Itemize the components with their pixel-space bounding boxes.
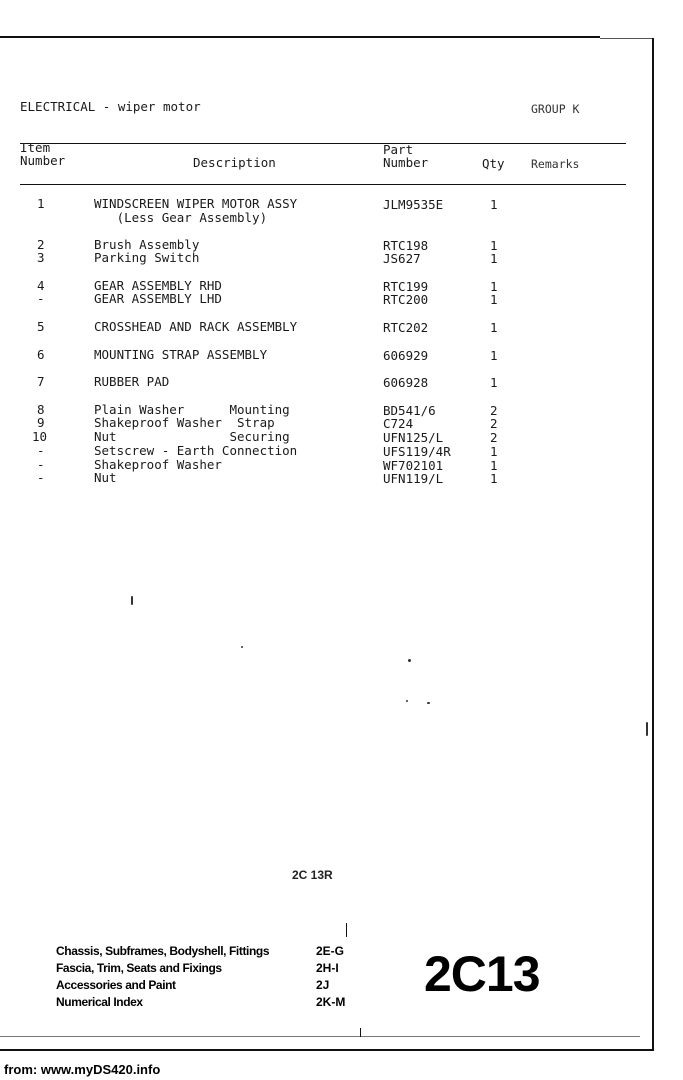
footer-index-label: Fascia, Trim, Seats and Fixings xyxy=(56,961,222,975)
quantity: 1 xyxy=(490,238,498,253)
fiche-frame-tick xyxy=(360,1028,361,1037)
item-number: - xyxy=(37,470,45,485)
item-number: 2 xyxy=(37,237,45,252)
quantity: 1 xyxy=(490,458,498,473)
group-label: GROUP K xyxy=(531,102,580,116)
quantity: 1 xyxy=(490,292,498,307)
part-number: C724 xyxy=(383,416,414,431)
quantity: 1 xyxy=(490,279,498,294)
quantity: 1 xyxy=(490,197,498,212)
part-number: RTC200 xyxy=(383,292,429,307)
item-number: 3 xyxy=(37,250,45,265)
footer-index-code: 2H-I xyxy=(316,961,339,975)
quantity: 1 xyxy=(490,375,498,390)
part-number: WF702101 xyxy=(383,458,444,473)
page-label: 2C 13R xyxy=(292,868,333,882)
scan-speck xyxy=(406,700,408,702)
description: GEAR ASSEMBLY RHD xyxy=(94,278,222,293)
scan-speck xyxy=(427,702,430,704)
item-number: 7 xyxy=(37,374,45,389)
quantity: 1 xyxy=(490,251,498,266)
right-border xyxy=(652,38,654,1050)
description: Brush Assembly xyxy=(94,237,200,252)
col-remarks: Remarks xyxy=(531,157,580,171)
item-number: - xyxy=(37,457,45,472)
description: (Less Gear Assembly) xyxy=(94,210,268,225)
scan-speck xyxy=(408,659,411,662)
part-number: JS627 xyxy=(383,251,421,266)
section-title: ELECTRICAL - wiper motor xyxy=(20,99,201,114)
item-number: 1 xyxy=(37,196,45,211)
quantity: 1 xyxy=(490,471,498,486)
quantity: 1 xyxy=(490,348,498,363)
description: Setscrew - Earth Connection xyxy=(94,443,298,458)
fiche-code: 2C13 xyxy=(424,946,540,1002)
table-header-top-rule xyxy=(20,143,626,144)
part-number: RTC202 xyxy=(383,320,429,335)
description: Shakeproof Washer Strap xyxy=(94,415,275,430)
description: MOUNTING STRAP ASSEMBLY xyxy=(94,347,268,362)
footer-index-label: Numerical Index xyxy=(56,995,143,1009)
description: Parking Switch xyxy=(94,250,200,265)
description: Nut Securing xyxy=(94,429,290,444)
col-item-line2: Number xyxy=(20,153,66,168)
bottom-border-2 xyxy=(0,1036,640,1037)
scan-speck xyxy=(646,722,648,736)
part-number: RTC198 xyxy=(383,238,429,253)
top-border-fade xyxy=(600,38,652,39)
item-number: 4 xyxy=(37,278,45,293)
bottom-border xyxy=(0,1049,654,1051)
part-number: 606928 xyxy=(383,375,429,390)
footer-index-code: 2E-G xyxy=(316,944,345,958)
quantity: 2 xyxy=(490,430,498,445)
part-number: 606929 xyxy=(383,348,429,363)
description: RUBBER PAD xyxy=(94,374,170,389)
description: Shakeproof Washer xyxy=(94,457,222,472)
col-qty: Qty xyxy=(482,156,505,171)
item-number: - xyxy=(37,291,45,306)
watermark: from: www.myDS420.info xyxy=(4,1062,161,1077)
scan-speck xyxy=(131,596,133,605)
description: Nut xyxy=(94,470,117,485)
description: CROSSHEAD AND RACK ASSEMBLY xyxy=(94,319,298,334)
part-number: UFS119/4R xyxy=(383,444,451,459)
description: Plain Washer Mounting xyxy=(94,402,290,417)
col-description: Description xyxy=(193,155,276,170)
item-number: 10 xyxy=(32,429,48,444)
part-number: JLM9535E xyxy=(383,197,444,212)
item-number: 9 xyxy=(37,415,45,430)
quantity: 2 xyxy=(490,416,498,431)
description: WINDSCREEN WIPER MOTOR ASSY xyxy=(94,196,298,211)
col-part-line1: Part xyxy=(383,142,414,157)
item-number: 5 xyxy=(37,319,45,334)
part-number: UFN125/L xyxy=(383,430,444,445)
part-number: RTC199 xyxy=(383,279,429,294)
item-number: 6 xyxy=(37,347,45,362)
col-item-line1: Item xyxy=(20,140,51,155)
quantity: 2 xyxy=(490,403,498,418)
fiche-frame-tick xyxy=(346,923,347,937)
footer-index-code: 2K-M xyxy=(316,995,346,1009)
part-number: BD541/6 xyxy=(383,403,436,418)
footer-index-label: Chassis, Subframes, Bodyshell, Fittings xyxy=(56,944,270,958)
footer-index-code: 2J xyxy=(316,978,330,992)
quantity: 1 xyxy=(490,444,498,459)
table-header-bottom-rule xyxy=(20,184,626,185)
description: GEAR ASSEMBLY LHD xyxy=(94,291,222,306)
scan-speck xyxy=(241,646,243,648)
col-part-line2: Number xyxy=(383,155,429,170)
quantity: 1 xyxy=(490,320,498,335)
footer-index-label: Accessories and Paint xyxy=(56,978,176,992)
item-number: 8 xyxy=(37,402,45,417)
part-number: UFN119/L xyxy=(383,471,444,486)
top-border xyxy=(0,36,600,38)
item-number: - xyxy=(37,443,45,458)
